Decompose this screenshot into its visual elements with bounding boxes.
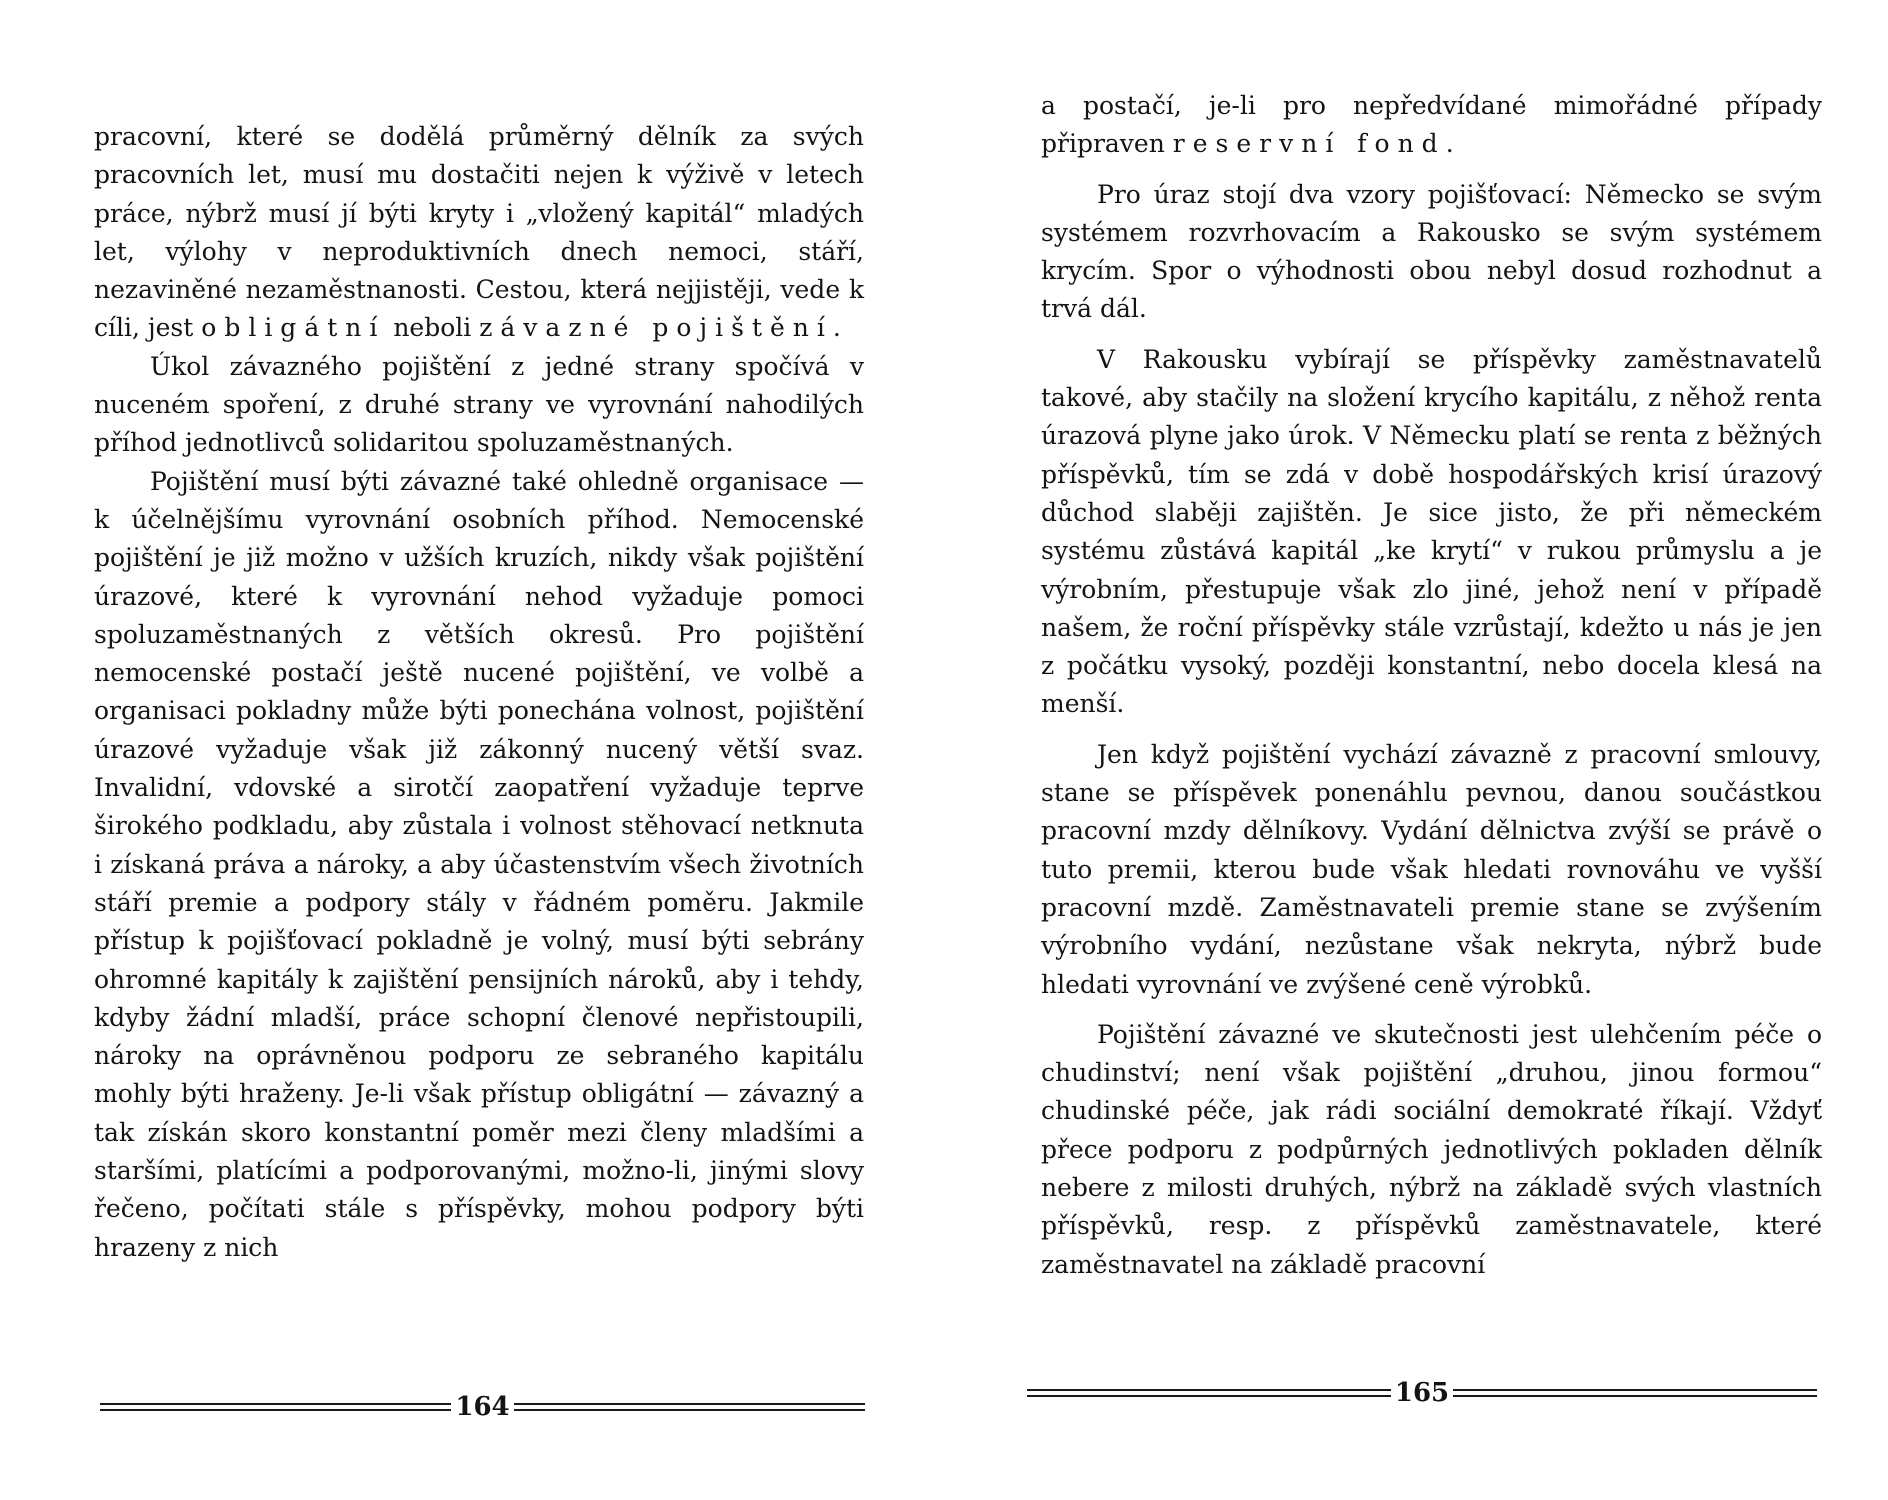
paragraph-3: V Rakousku vybírají se příspěvky zaměstnavatelů takové, aby stačily na složení krycího kapitálu, z něhož renta úrazová plyne jako úrok. V Německu platí se renta z běžných příspěvků, tím se zdá v době hospodářských krisí úrazový důchod slaběji zajištěn. Je sice jisto, že při německém systému zůstává kapitál „ke krytí“ v rukou průmyslu a je výrobním, přestupuje však zlo jiné, jehož není v případě našem, že roční příspěvky stále vzrůstají, kdežto u nás je jen z počátku vysoký, později konstantní, nebo docela klesá na menší. — [1041, 344, 1822, 719]
paragraph-1 — [94, 118, 864, 348]
paragraph-1-text: a postačí, je-li pro nepředvídané mimořádné případy připraven — [1041, 91, 1822, 159]
page-number: 165 — [1394, 1378, 1450, 1408]
right-page-footer — [1027, 1378, 1817, 1408]
emphasis-reservni-fond: reservní fond — [1172, 129, 1446, 159]
paragraph-2: Úkol závazného pojištění z jedné strany spočívá v nuceném spoření, z druhé strany ve vyrovnání nahodilých příhod jednotlivců solidaritou spoluzaměstnaných. — [94, 351, 864, 458]
right-page — [1041, 87, 1822, 1284]
right-page-text — [1041, 87, 1822, 1284]
period: . — [832, 313, 841, 343]
left-page-text — [94, 118, 864, 1267]
paragraph-1-text: pracovní, které se dodělá průměrný dělník za svých pracovních let, musí mu dostačiti nejen k výživě v letech práce, nýbrž musí jí býti kryty i „vložený kapitál“ mladých let, výlohy v neproduktivních dnech nemoci, stáří, nezaviněné nezaměstnanosti. Cestou, která nejjistěji, vede k cíli, jest — [94, 122, 864, 343]
paragraph-2: Pro úraz stojí dva vzory pojišťovací: Německo se svým systémem rozvrhovacím a Rakousko se svým systémem krycím. Spor o výhodnosti obou nebyl dosud rozhodnut a trvá dál. — [1041, 179, 1822, 324]
text-neboli: neboli — [385, 313, 480, 343]
paragraph-1 — [1041, 87, 1822, 164]
paragraph-3: Pojištění musí býti závazné také ohledně organisace — k účelnějšímu vyrovnání osobních příhod. Nemocenské pojištění je již možno v užších kruzích, nikdy však pojištění úrazové, které k vyrovnání nehod vyžaduje pomoci spoluzaměstnaných z větších okresů. Pro pojištění nemocenské postačí ještě nucené pojištění, ve volbě a organisaci pokladny může býti ponechána volnost, pojištění úrazové vyžaduje však již zákonný nucený větší svaz. Invalidní, vdovské a sirotčí zaopatření vyžaduje teprve širokého podkladu, aby zůstala i volnost stěhovací netknuta i získaná práva a nároky, a aby účastenstvím všech životních stáří premie a podpory stály v řádném poměru. Jakmile přístup k pojišťovací pokladně je volný, musí býti sebrány ohromné kapitály k zajištění pensijních nároků, aby i tehdy, kdyby žádní mladší, práce schopní členové nepřistoupili, nároky na oprávněnou podporu ze sebraného kapitálu mohly býti hraženy. Je-li však přístup obligátní — závazný a tak získán skoro konstantní poměr mezi členy mladšími a staršími, platícími a podporovanými, možno-li, jinými slovy řečeno, počítati stále s příspěvky, mohou podpory býti hrazeny z nich — [94, 466, 864, 1262]
emphasis-zavazne-pojisteni: závazné pojištění — [479, 313, 833, 343]
footer-rule-left — [100, 1403, 451, 1411]
emphasis-obligatni: obligátní — [201, 313, 386, 343]
footer-rule-left — [1027, 1389, 1391, 1397]
left-page — [94, 118, 864, 1267]
page-number: 164 — [455, 1392, 510, 1422]
footer-rule-right — [1453, 1389, 1817, 1397]
paragraph-4: Jen když pojištění vychází závazně z pracovní smlouvy, stane se příspěvek ponenáhlu pevnou, danou součástkou pracovní mzdy dělníkovy. Vydání dělnictva zvýší se právě o tuto premii, kterou bude však hledati rovnováhu ve vyšší pracovní mzdě. Zaměstnavateli premie stane se zvýšením výrobního vydání, nezůstane však nekryta, nýbrž bude hledati vyrovnání ve zvýšené ceně výrobků. — [1041, 739, 1822, 999]
period: . — [1445, 129, 1454, 159]
left-page-footer — [100, 1392, 865, 1422]
footer-rule-right — [514, 1403, 865, 1411]
paragraph-5: Pojištění závazné ve skutečnosti jest ulehčením péče o chudinství; není však pojištění „druhou, jinou formou“ chudinské péče, jak rádi sociální demokraté říkají. Vždyť přece podporu z podpůrných jednotlivých pokladen dělník nebere z milosti druhých, nýbrž na základě svých vlastních příspěvků, resp. z příspěvků zaměstnavatele, které zaměstnavatel na základě pracovní — [1041, 1019, 1822, 1279]
